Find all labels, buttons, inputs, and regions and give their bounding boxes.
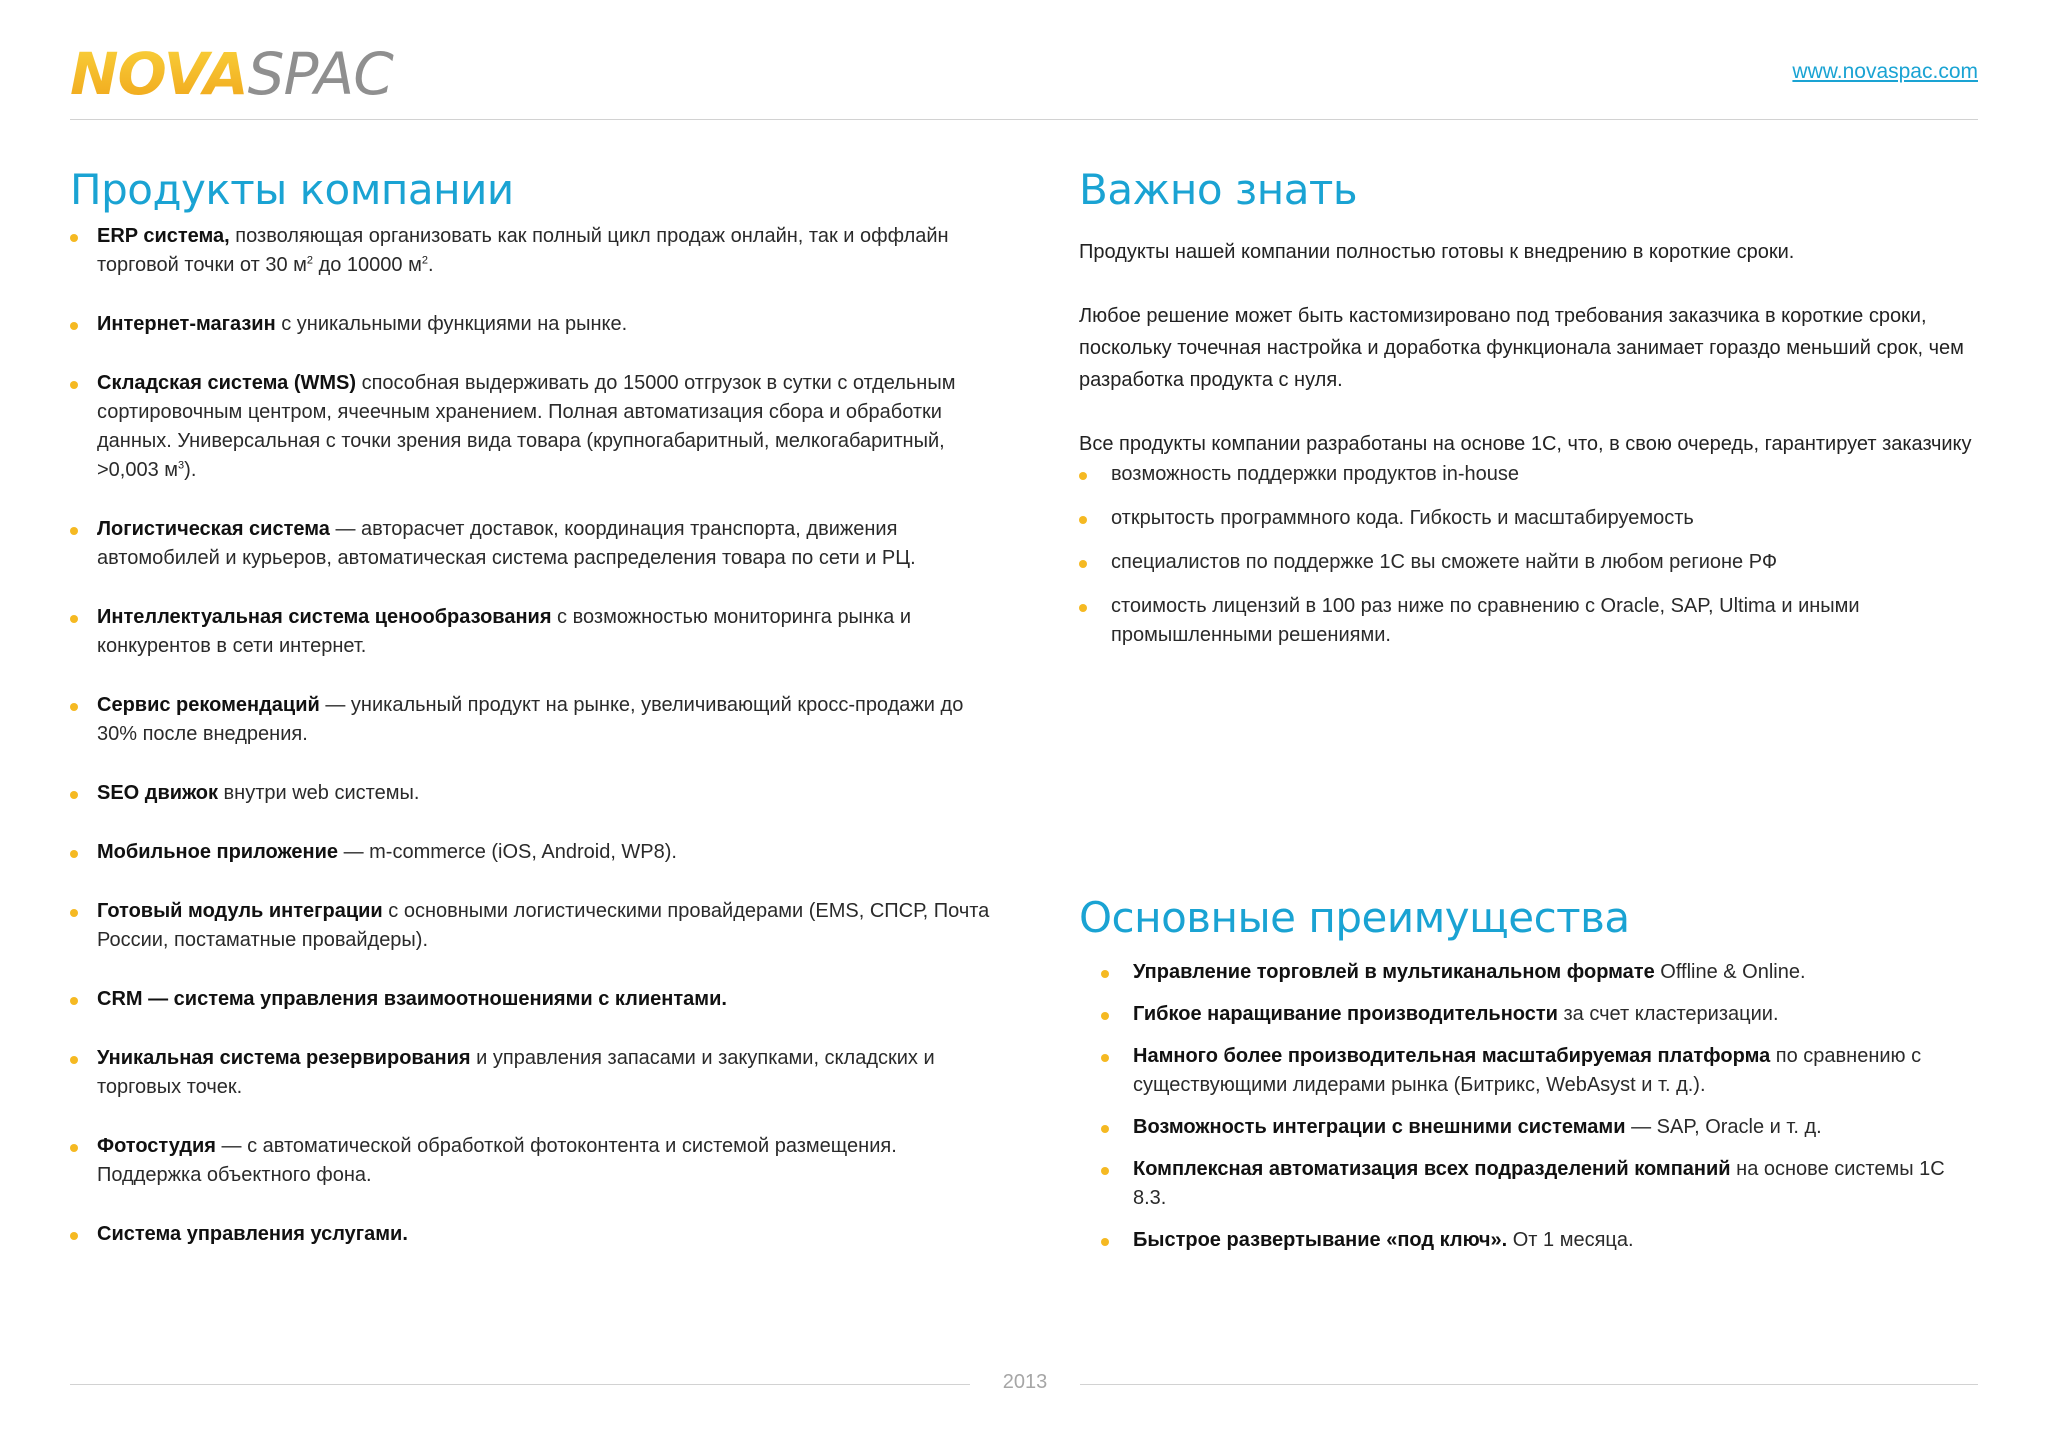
bullet-icon bbox=[70, 997, 78, 1005]
list-item: Готовый модуль интеграции с основными логистическими провайдерами (EMS, СПСР, Почта России, постаматные провайдеры). bbox=[70, 897, 990, 955]
bullet-icon bbox=[1079, 604, 1087, 612]
important-paragraph: Продукты нашей компании полностью готовы к внедрению в короткие сроки. bbox=[1079, 241, 1795, 263]
bullet-icon bbox=[70, 234, 78, 242]
important-paragraph: Все продукты компании разработаны на основе 1С, что, в свою очередь, гарантирует заказчику bbox=[1079, 433, 1972, 455]
list-item: открытость программного кода. Гибкость и масштабируемость bbox=[1079, 504, 1979, 533]
list-item: Комплексная автоматизация всех подразделений компаний на основе системы 1С 8.3. bbox=[1101, 1155, 1981, 1213]
list-item: Быстрое развертывание «под ключ». От 1 месяца. bbox=[1101, 1226, 1981, 1255]
bullet-icon bbox=[1101, 1238, 1109, 1246]
page-header bbox=[70, 0, 1978, 120]
list-item: Складская система (WMS) способная выдерживать до 15000 отгрузок в сутки с отдельным сортировочным центром, ячеечным хранением. Полная автоматизация сбора и обработки данных. Универсальная с точки зрения вида товара (крупногабаритный, мелкогабаритный, >0,003 $м^3$). bbox=[70, 369, 990, 485]
bullet-icon bbox=[70, 381, 78, 389]
list-item: Управление торговлей в мультиканальном формате Offline & Online. bbox=[1101, 958, 1981, 987]
features-list bbox=[1079, 460, 1979, 650]
bullet-icon bbox=[70, 909, 78, 917]
right-column bbox=[1079, 158, 1979, 1251]
list-item: Фотостудия — с автоматической обработкой фотоконтента и системой размещения. Поддержка объектного фона. bbox=[70, 1132, 990, 1190]
list-item: Возможность интеграции с внешними системами — SAP, Oracle и т. д. bbox=[1101, 1113, 1981, 1142]
bullet-icon bbox=[1101, 1054, 1109, 1062]
list-item: Логистическая система — авторасчет доставок, координация транспорта, движения автомобилей и курьеров, автоматическая система распределения товара по сети и РЦ. bbox=[70, 515, 990, 573]
bullet-icon bbox=[70, 791, 78, 799]
list-item: Сервис рекомендаций — уникальный продукт на рынке, увеличивающий кросс-продажи до 30% после внедрения. bbox=[70, 691, 990, 749]
bullet-icon bbox=[1079, 560, 1087, 568]
logo-spac-text: SPAC bbox=[247, 40, 393, 108]
list-item: Интернет-магазин с уникальными функциями на рынке. bbox=[70, 310, 990, 339]
bullet-icon bbox=[70, 1144, 78, 1152]
advantages-title: Основные преимущества bbox=[1079, 893, 1630, 942]
bullet-icon bbox=[1079, 472, 1087, 480]
products-list bbox=[70, 222, 990, 1249]
bullet-icon bbox=[70, 322, 78, 330]
list-item: SEO движок внутри web системы. bbox=[70, 779, 990, 808]
bullet-icon bbox=[1101, 1012, 1109, 1020]
list-item: стоимость лицензий в 100 раз ниже по сравнению с Oracle, SAP, Ultima и иными промышленными решениями. bbox=[1079, 592, 1979, 650]
bullet-icon bbox=[70, 527, 78, 535]
bullet-icon bbox=[70, 1232, 78, 1240]
bullet-icon bbox=[1101, 1125, 1109, 1133]
list-item: Намного более производительная масштабируемая платформа по сравнению с существующими лидерами рынка (Битрикс, WebAsyst и т. д.). bbox=[1101, 1042, 1981, 1100]
website-link[interactable]: www.novaspac.com bbox=[1792, 60, 1978, 83]
list-item: CRM — система управления взаимоотношениями с клиентами. bbox=[70, 985, 990, 1014]
bullet-icon bbox=[1079, 516, 1087, 524]
important-text bbox=[1079, 236, 1979, 460]
list-item: возможность поддержки продуктов in-house bbox=[1079, 460, 1979, 489]
list-item: Уникальная система резервирования и управления запасами и закупками, складских и торговых точек. bbox=[70, 1044, 990, 1102]
list-item: ERP система, позволяющая организовать как полный цикл продаж онлайн, так и оффлайн торговой точки от 30 $м^2$ до 10000 $м^2$. bbox=[70, 222, 990, 280]
bullet-icon bbox=[70, 850, 78, 858]
bullet-icon bbox=[70, 703, 78, 711]
important-paragraph: Любое решение может быть кастомизировано под требования заказчика в короткие сроки, поскольку точечная настройка и доработка функционала занимает гораздо меньший срок, чем разработка продукта с нуля. bbox=[1079, 305, 1964, 391]
logo-nova-text: NOVA bbox=[70, 40, 248, 108]
advantages-list bbox=[1101, 958, 1981, 1268]
footer-divider-right bbox=[1080, 1384, 1978, 1385]
products-title: Продукты компании bbox=[70, 165, 514, 214]
bullet-icon bbox=[70, 1056, 78, 1064]
footer-year: 2013 bbox=[1002, 1371, 1048, 1393]
list-item: Гибкое наращивание производительности за счет кластеризации. bbox=[1101, 1000, 1981, 1029]
products-section bbox=[70, 158, 990, 1279]
list-item: Интеллектуальная система ценообразования с возможностью мониторинга рынка и конкурентов в сети интернет. bbox=[70, 603, 990, 661]
list-item: Система управления услугами. bbox=[70, 1220, 990, 1249]
list-item: Мобильное приложение — m-commerce (iOS, Android, WP8). bbox=[70, 838, 990, 867]
footer-divider-left bbox=[70, 1384, 970, 1385]
bullet-icon bbox=[70, 615, 78, 623]
bullet-icon bbox=[1101, 1167, 1109, 1175]
novaspac-logo[interactable] bbox=[70, 42, 393, 107]
list-item: специалистов по поддержке 1С вы сможете найти в любом регионе РФ bbox=[1079, 548, 1979, 577]
important-title: Важно знать bbox=[1079, 165, 1358, 214]
bullet-icon bbox=[1101, 970, 1109, 978]
